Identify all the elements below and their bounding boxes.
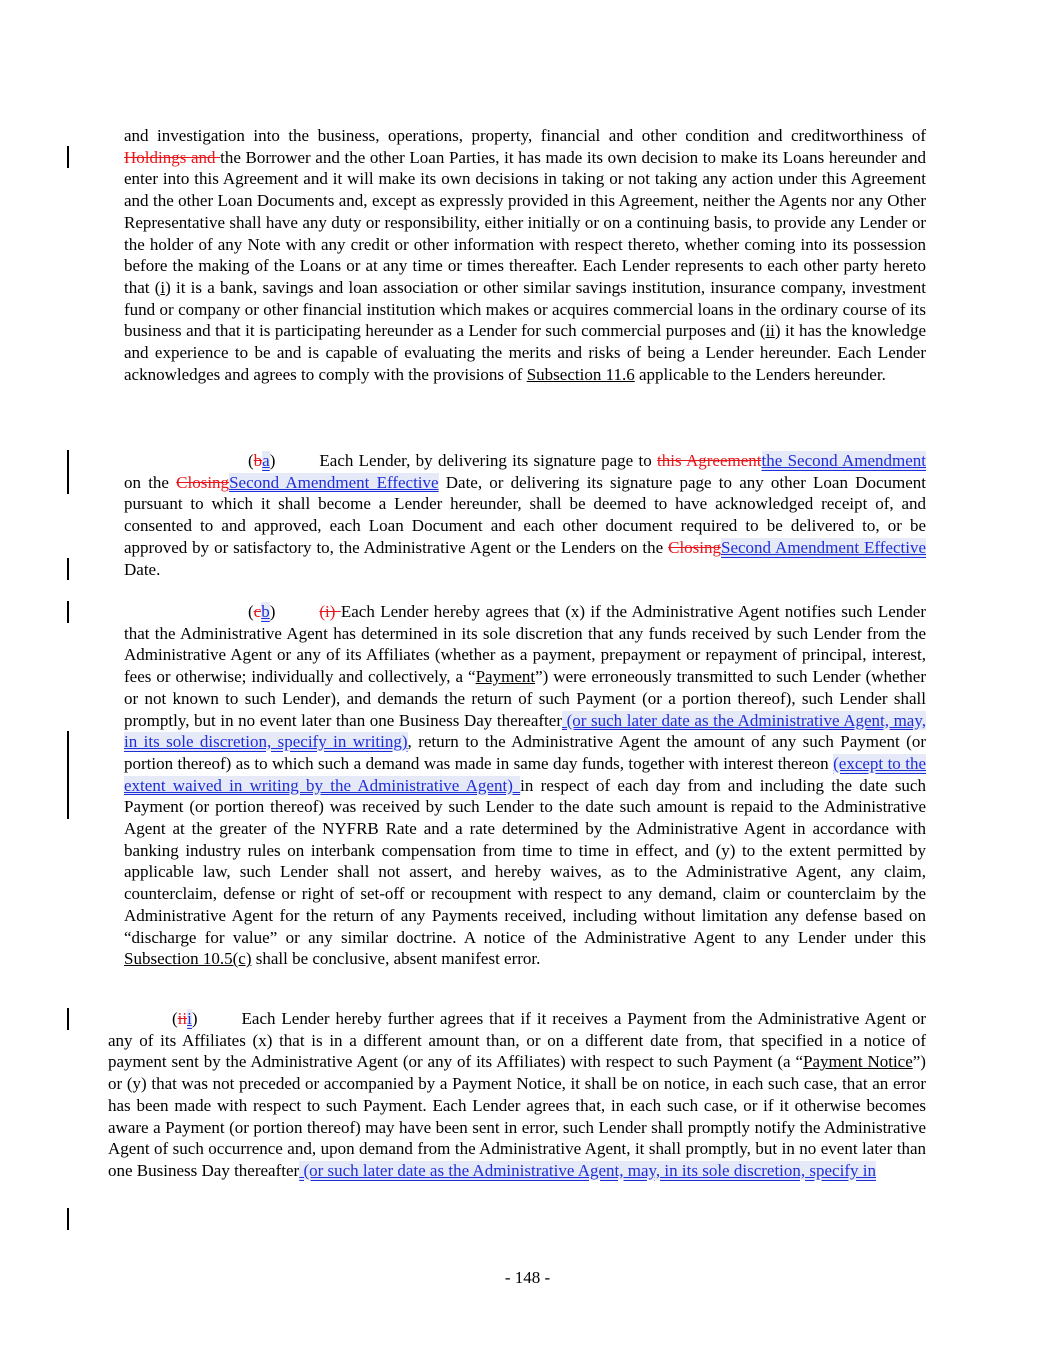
inserted-text: Second Amendment Effective (721, 537, 926, 557)
paragraph-b: (ba) Each Lender, by delivering its signature page to this Agreementthe Second Amendment on the ClosingSecond Amendment Effective Date, or delivering its signature page to any other Loan Document pursuant to which it shall become a Lender hereunder, shall be deemed to have acknowledged receipt of, and consented to and approved, each Loan Document and each other document required to be delivered to, or be approved by or satisfactory to, the Administrative Agent or the Lenders on the ClosingSecond Amendment Effective Date. (124, 451, 927, 579)
deleted-text: Closing (176, 472, 230, 492)
inserted-text: b (261, 602, 270, 621)
change-bar (67, 558, 69, 580)
change-bar (67, 775, 69, 819)
paragraph-c: (cb) (i) Each Lender hereby agrees that (x) if the Administrative Agent notifies such Lender that the Administrative Agent has determined in its sole discretion that any funds received by such Lender from the Administrative Agent or any of its Affiliates (whether as a payment, prepayment or repayment of principal, interest, fees or otherwise; individually and collectively, a “Payment”) were erroneously transmitted to such Lender (whether or not known to such Lender), and demands the return of such Payment (or a portion thereof), such Lender shall promptly, but in no event later than one Business Day thereafter (or such later date as the Administrative Agent, may, in its sole discretion, specify in writing), return to the Administrative Agent the amount of any such Payment (or portion thereof) as to which such a demand was made in same day funds, together with interest thereon (except to the extent waived in writing by the Administrative Agent) in respect of each day from and including the date such Payment (or portion thereof) was received by such Lender to the date such amount is repaid to the Administrative Agent at the greater of the NYFRB Rate and a rate determined by the Administrative Agent in accordance with banking industry rules on interbank compensation from time to time in effect, and (y) to the extent permitted by applicable law, such Lender shall not assert, and hereby waives, as to the Administrative Agent, any claim, counterclaim, defense or right of set-off or recoupment with respect to any demand, claim or counterclaim by the Administrative Agent for the return of any Payments received, including without limitation any defense based on “discharge for value” or any similar doctrine. A notice of the Administrative Agent to any Lender under this Subsection 10.5(c) shall be conclusive, absent manifest error. (124, 602, 927, 969)
deleted-text: (i) (319, 602, 341, 621)
change-bar (67, 146, 69, 168)
inserted-text: i (187, 1009, 192, 1028)
inserted-text: Second Amendment Effective (229, 472, 439, 492)
page-number: - 148 - (504, 1268, 551, 1287)
change-bar (67, 601, 69, 623)
deleted-text: c (253, 602, 262, 621)
paragraph-continuation: and investigation into the business, operations, property, financial and other condition and creditworthiness of Holdings and the Borrower and the other Loan Parties, it has made its own decision to make its Loans hereunder and enter into this Agreement and it will make its own decisions in taking or not taking any action under this Agreement and the other Loan Documents and, except as expressly provided in this Agreement, neither the Agents nor any Other Representative shall have any duty or responsibility, either initially or on a continuing basis, to provide any Lender or the holder of any Note with any credit or other information with respect thereto, whether coming into its possession before the making of the Loans or at any time or times thereafter. Each Lender represents to each other party hereto that (i) it is a bank, savings and loan association or other similar savings institution, insurance company, investment fund or company or other financial institution which makes or acquires commercial loans in the ordinary course of its business and that it is participating hereunder as a Lender for such commercial purposes and (ii) it has the knowledge and experience to be and is capable of evaluating the merits and risks of being a Lender hereunder. Each Lender acknowledges and agrees to comply with the provisions of Subsection 11.6 applicable to the Lenders hereunder. (124, 126, 927, 384)
change-bar (67, 1008, 69, 1030)
deleted-text: Holdings and (124, 147, 221, 167)
deleted-text: this Agreement (657, 451, 762, 470)
inserted-text: (except to the extent waived in writing by the Administrative Agent) (124, 753, 927, 795)
change-bar (67, 731, 69, 775)
deleted-text: Closing (668, 537, 722, 557)
inserted-text: (or such later date as the Administrative Agent, may, in its sole discretion, specify in (299, 1160, 876, 1180)
cross-reference: Subsection 10.5(c) (124, 949, 252, 969)
inserted-text: a (262, 451, 270, 470)
change-bar (67, 450, 69, 494)
change-bar (67, 1208, 69, 1230)
inserted-text: the Second Amendment (761, 451, 927, 470)
cross-reference: Subsection 11.6 (526, 364, 635, 384)
deleted-text: b (253, 451, 263, 470)
inserted-text: (or such later date as the Administrative Agent, may, in its sole discretion, specify in writing) (124, 710, 926, 752)
deleted-text: ii (177, 1009, 188, 1028)
paragraph-ii: (iii) Each Lender hereby further agrees that if it receives a Payment from the Administrative Agent or any of its Affiliates (x) that is in a different amount than, or on a different date from, that specified in a notice of payment sent by the Administrative Agent (or any of its Affiliates) with respect to such Payment (a “Payment Notice”) or (y) that was not preceded or accompanied by a Payment Notice, it shall be on notice, in each such case, that an error has been made with respect to such Payment. Each Lender agrees that, in each such case, or if it otherwise becomes aware a Payment (or portion thereof) may have been sent in error, such Lender shall promptly notify the Administrative Agent of such occurrence and, upon demand from the Administrative Agent, it shall promptly, but in no event later than one Business Day thereafter (or such later date as the Administrative Agent, may, in its sole discretion, specify in (108, 1009, 926, 1180)
